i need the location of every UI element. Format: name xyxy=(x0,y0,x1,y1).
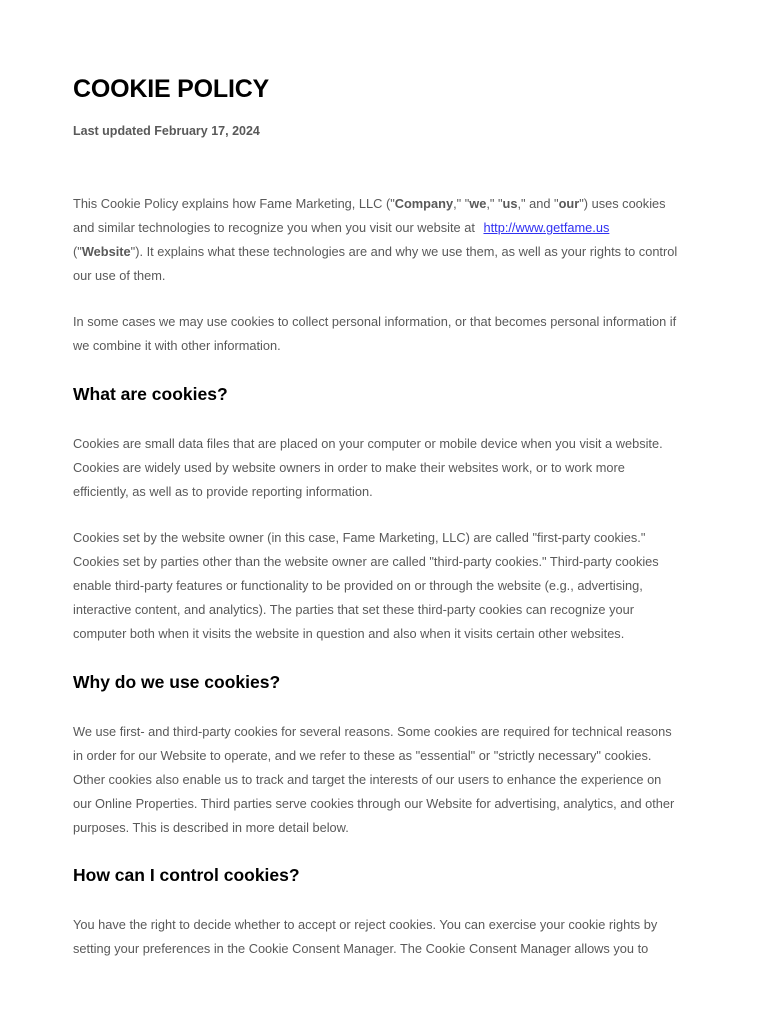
paragraph-line: Cookies set by parties other than the website owner are called "third-party cookies." Third-party cookies xyxy=(73,554,659,569)
intro-paragraph xyxy=(73,192,703,288)
heading-what-are-cookies: What are cookies? xyxy=(73,384,228,404)
paragraph-line: we combine it with other information. xyxy=(73,338,281,353)
paragraph-line: computer both when it visits the website in question and also when it visits certain other websites. xyxy=(73,626,625,641)
personal-info-paragraph xyxy=(73,310,703,358)
intro-line-4: our use of them. xyxy=(73,268,166,283)
page-title: COOKIE POLICY xyxy=(73,75,270,103)
paragraph-line: In some cases we may use cookies to collect personal information, or that becomes personal information if xyxy=(73,314,677,329)
paragraph-line: interactive content, and analytics). The parties that set these third-party cookies can recognize your xyxy=(73,602,634,617)
paragraph-line: purposes. This is described in more detail below. xyxy=(73,820,349,835)
intro-line-1: This Cookie Policy explains how Fame Marketing, LLC ("Company," "we," "us," and "our") uses cookies xyxy=(73,196,666,211)
paragraph-line: enable third-party features or functionality to be provided on or through the website (e.g., advertising, xyxy=(73,578,643,593)
paragraph-line: efficiently, as well as to provide reporting information. xyxy=(73,484,373,499)
last-updated-date: Last updated February 17, 2024 xyxy=(73,124,260,138)
paragraph-line: in order for our Website to operate, and we refer to these as "essential" or "strictly necessary" cookies. xyxy=(73,748,652,763)
why-use-cookies-paragraph xyxy=(73,720,703,840)
intro-line-3: ("Website"). It explains what these technologies are and why we use them, as well as your rights to control xyxy=(73,244,678,259)
control-cookies-paragraph xyxy=(73,913,703,961)
intro-line-2: and similar technologies to recognize you when you visit our website at http://www.getfame.us xyxy=(73,220,610,235)
paragraph-line: setting your preferences in the Cookie Consent Manager. The Cookie Consent Manager allows you to xyxy=(73,941,649,956)
website-link[interactable]: http://www.getfame.us xyxy=(483,220,610,235)
paragraph-line: You have the right to decide whether to accept or reject cookies. You can exercise your cookie rights by xyxy=(73,917,658,932)
heading-why-use-cookies: Why do we use cookies? xyxy=(73,672,281,692)
paragraph-line: Cookies are small data files that are placed on your computer or mobile device when you visit a website. xyxy=(73,436,663,451)
heading-control-cookies: How can I control cookies? xyxy=(73,865,300,885)
what-are-cookies-paragraph-2 xyxy=(73,526,703,646)
paragraph-line: Cookies set by the website owner (in this case, Fame Marketing, LLC) are called "first-party cookies." xyxy=(73,530,646,545)
paragraph-line: our Online Properties. Third parties serve cookies through our Website for advertising, analytics, and other xyxy=(73,796,675,811)
paragraph-line: Other cookies also enable us to track and target the interests of our users to enhance the experience on xyxy=(73,772,662,787)
paragraph-line: We use first- and third-party cookies for several reasons. Some cookies are required for technical reasons xyxy=(73,724,672,739)
what-are-cookies-paragraph-1 xyxy=(73,432,703,504)
paragraph-line: Cookies are widely used by website owners in order to make their websites work, or to work more xyxy=(73,460,625,475)
